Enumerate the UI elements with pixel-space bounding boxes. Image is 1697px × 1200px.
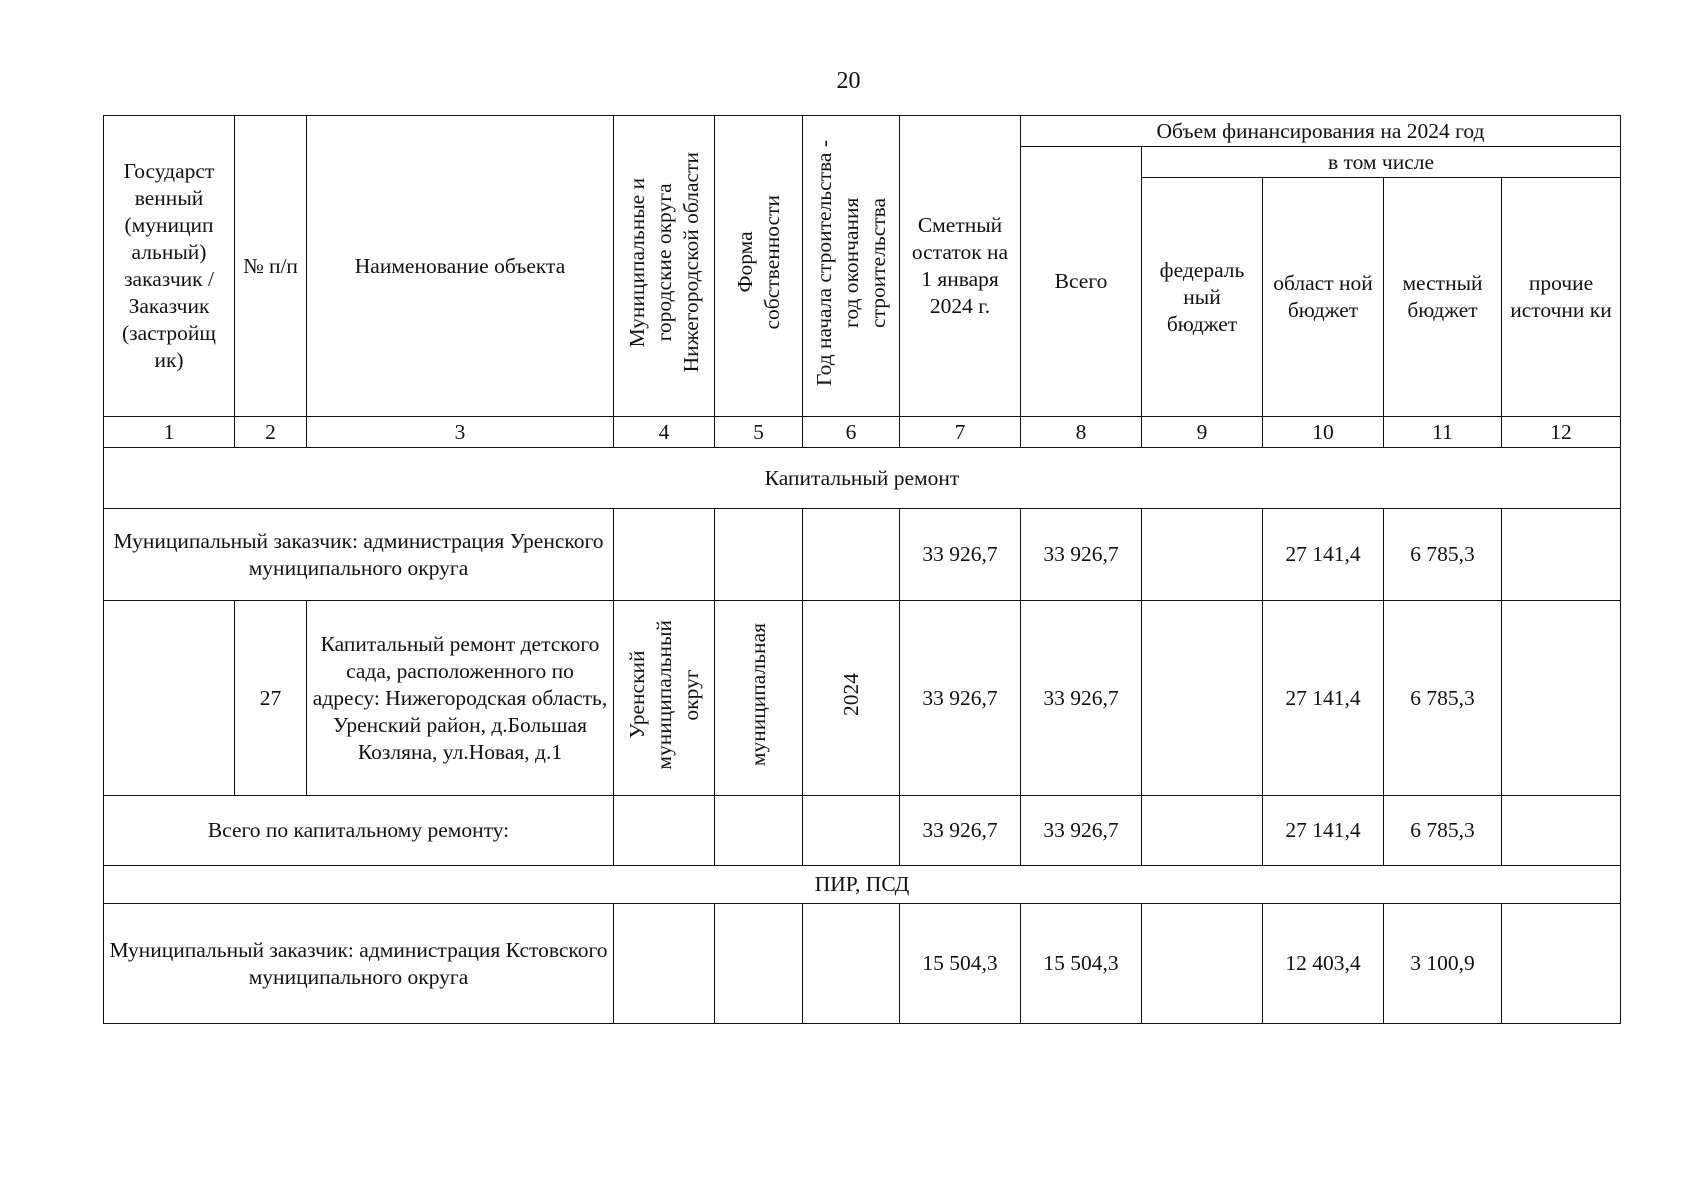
column-number: 5	[715, 417, 803, 448]
page-number: 20	[836, 68, 861, 94]
column-number: 10	[1263, 417, 1384, 448]
header-number: № п/п	[235, 116, 307, 417]
financing-table	[103, 115, 1621, 1024]
local-value: 6 785,3	[1384, 796, 1502, 866]
header-local: местный бюджет	[1384, 178, 1502, 417]
federal-value	[1142, 509, 1263, 601]
column-numbers-row	[104, 417, 1621, 448]
header-municipal-districts-line: Муниципальные и	[624, 177, 649, 348]
other-value	[1502, 904, 1621, 1024]
column-number: 6	[803, 417, 900, 448]
regional-value: 27 141,4	[1263, 509, 1384, 601]
column-number: 8	[1021, 417, 1142, 448]
column-number: 3	[307, 417, 614, 448]
object-ownership-text: муниципальная	[746, 622, 770, 767]
total-value: 15 504,3	[1021, 904, 1142, 1024]
object-ownership	[715, 601, 803, 796]
header-ownership-line: собственности	[759, 195, 784, 330]
column-number: 1	[104, 417, 235, 448]
regional-value: 27 141,4	[1263, 796, 1384, 866]
object-years-text: 2024	[838, 673, 863, 716]
header-ownership-line: Форма	[732, 231, 757, 294]
section-title-design: ПИР, ПСД	[104, 866, 1621, 904]
header-including: в том числе	[1142, 147, 1621, 178]
header-other: прочие источни ки	[1502, 178, 1621, 417]
table-row	[104, 904, 1621, 1024]
object-number: 27	[235, 601, 307, 796]
object-district-line: округ	[678, 668, 703, 721]
total-label: Всего по капитальному ремонту:	[104, 796, 614, 866]
federal-value	[1142, 904, 1263, 1024]
table-row	[104, 796, 1621, 866]
header-municipal-districts-line: Нижегородской области	[678, 152, 703, 373]
regional-value: 12 403,4	[1263, 904, 1384, 1024]
total-value: 33 926,7	[1021, 601, 1142, 796]
header-municipal-districts	[614, 116, 715, 417]
column-number: 11	[1384, 417, 1502, 448]
customer-label: Муниципальный заказчик: администрация Уренского муниципального округа	[104, 509, 614, 601]
header-object-name: Наименование объекта	[307, 116, 614, 417]
header-federal: федераль ный бюджет	[1142, 178, 1263, 417]
estimate-value: 33 926,7	[900, 509, 1021, 601]
table-row	[104, 601, 1621, 796]
column-number: 12	[1502, 417, 1621, 448]
object-years	[803, 601, 900, 796]
header-years-line: Год начала строительства -	[811, 139, 836, 386]
other-value	[1502, 509, 1621, 601]
other-value	[1502, 601, 1621, 796]
header-customer: Государст венный (муницип альный) заказчик / Заказчик (застройщ ик)	[104, 116, 235, 417]
header-years	[803, 116, 900, 417]
section-title-capital-repair: Капитальный ремонт	[104, 448, 1621, 509]
local-value: 3 100,9	[1384, 904, 1502, 1024]
object-district-line: Уренский	[624, 650, 649, 739]
estimate-value: 33 926,7	[900, 796, 1021, 866]
object-district	[614, 601, 715, 796]
header-years-line: строительства	[865, 197, 890, 328]
federal-value	[1142, 601, 1263, 796]
local-value: 6 785,3	[1384, 509, 1502, 601]
header-estimate-balance: Сметный остаток на 1 января 2024 г.	[900, 116, 1021, 417]
header-years-line: год окончания	[838, 197, 863, 328]
column-number: 4	[614, 417, 715, 448]
table-row	[104, 509, 1621, 601]
estimate-value: 33 926,7	[900, 601, 1021, 796]
total-value: 33 926,7	[1021, 509, 1142, 601]
header-municipal-districts-line: городские округа	[651, 183, 676, 342]
column-number: 7	[900, 417, 1021, 448]
other-value	[1502, 796, 1621, 866]
regional-value: 27 141,4	[1263, 601, 1384, 796]
estimate-value: 15 504,3	[900, 904, 1021, 1024]
total-value: 33 926,7	[1021, 796, 1142, 866]
customer-label: Муниципальный заказчик: администрация Кстовского муниципального округа	[104, 904, 614, 1024]
header-total: Всего	[1021, 147, 1142, 417]
header-funding-volume: Объем финансирования на 2024 год	[1021, 116, 1621, 147]
local-value: 6 785,3	[1384, 601, 1502, 796]
header-regional: област ной бюджет	[1263, 178, 1384, 417]
object-name: Капитальный ремонт детского сада, расположенного по адресу: Нижегородская область, Уренский район, д.Большая Козляна, ул.Новая, д.1	[307, 601, 614, 796]
column-number: 9	[1142, 417, 1263, 448]
object-district-line: муниципальный	[651, 619, 676, 770]
header-ownership	[715, 116, 803, 417]
column-number: 2	[235, 417, 307, 448]
federal-value	[1142, 796, 1263, 866]
